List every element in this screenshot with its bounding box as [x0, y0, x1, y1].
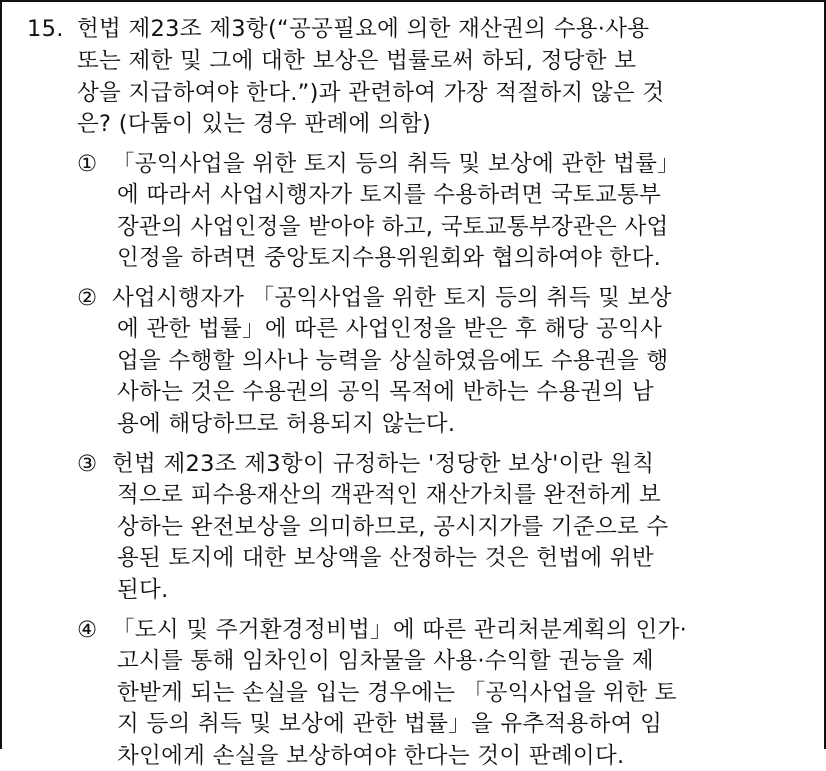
option-2-line: 업을 수행할 의사나 능력을 상실하였음에도 수용권을 행: [117, 348, 669, 374]
option-3-line: 적으로 피수용재산의 객관적인 재산가치를 완전하게 보: [117, 482, 662, 508]
option-1-line: 장관의 사업인정을 받아야 하고, 국토교통부장관은 사업: [117, 214, 669, 240]
option-4-line: 한받게 되는 손실을 입는 경우에는 「공익사업을 위한 토: [117, 680, 677, 706]
option-1-line: 인정을 하려면 중앙토지수용위원회와 협의하여야 한다.: [117, 245, 662, 271]
option-4-line: 「도시 및 주거환경정비법」에 따른 관리처분계획의 인가·: [112, 617, 688, 643]
option-3-line: 상하는 완전보상을 의미하므로, 공시지가를 기준으로 수: [117, 514, 669, 540]
option-4-line: 고시를 통해 임차인이 임차물을 사용·수익할 권능을 제: [117, 648, 654, 674]
option-2-line: 사업시행자가 「공익사업을 위한 토지 등의 취득 및 보상: [112, 285, 672, 311]
question-stem-line: 헌법 제23조 제3항(“공공필요에 의한 재산권의 수용·사용: [77, 16, 650, 42]
option-3-line: 용된 토지에 대한 보상액을 산정하는 것은 헌법에 위반: [117, 545, 654, 571]
option-3-line: 헌법 제23조 제3항이 규정하는 '정당한 보상'이란 원칙: [112, 451, 655, 477]
option-4-line: 지 등의 취득 및 보상에 관한 법률」을 유추적용하여 임: [117, 711, 663, 737]
option-2-line: 용에 해당하므로 허용되지 않는다.: [117, 411, 456, 437]
option-1-marker: ①: [77, 151, 98, 177]
option-1-line: 「공익사업을 위한 토지 등의 취득 및 보상에 관한 법률」: [112, 151, 680, 177]
option-2-marker: ②: [77, 285, 98, 311]
option-3-marker: ③: [77, 451, 98, 477]
question-stem-line: 상을 지급하여야 한다.”)과 관련하여 가장 적절하지 않은 것: [77, 80, 665, 106]
question-stem-line: 또는 제한 및 그에 대한 보상은 법률로써 하되, 정당한 보: [77, 48, 637, 74]
option-1-line: 에 따라서 사업시행자가 토지를 수용하려면 국토교통부: [117, 182, 662, 208]
question-stem-line: 은? (다툼이 있는 경우 판례에 의함): [77, 111, 432, 137]
option-4-marker: ④: [77, 617, 98, 643]
option-3-line: 된다.: [117, 577, 169, 603]
option-2-line: 사하는 것은 수용권의 공익 목적에 반하는 수용권의 남: [117, 379, 654, 405]
option-4-line: 차인에게 손실을 보상하여야 한다는 것이 판례이다.: [117, 743, 625, 769]
option-2-line: 에 관한 법률」에 따른 사업인정을 받은 후 해당 공익사: [117, 316, 663, 342]
question-number: 15.: [27, 16, 64, 42]
